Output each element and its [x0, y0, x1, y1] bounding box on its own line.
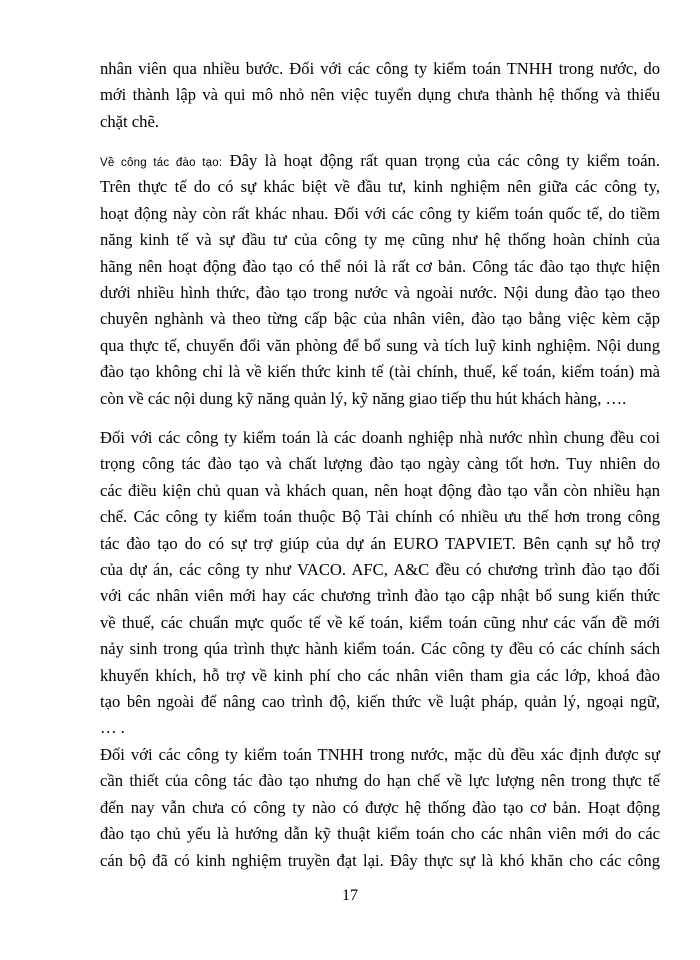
text-line: cán bộ đã có kinh nghiệm truyền đạt lại. Đây thực sự là khó khăn cho các công: [100, 850, 660, 870]
text-line: còn về các nội dung kỹ năng quản lý, kỹ năng giao tiếp thu hút khách hàng, ….: [100, 388, 627, 408]
text-line: … .: [100, 718, 125, 738]
text-line: về thuế, các chuẩn mực quốc tế về kế toán, kiểm toán cũng như các vấn đề mới: [100, 612, 660, 632]
text-line: khuyến khích, hỗ trợ về kinh phí cho các nhân viên tham gia các lớp, khoá đào: [100, 665, 660, 685]
text-line: các điều kiện chủ quan và khách quan, nên hoạt động đào tạo vẫn còn nhiều hạn: [100, 480, 660, 500]
text-line: qua thực tế, chuyển đổi văn phòng để bổ sung và tích luỹ kinh nghiệm. Nội dung: [100, 335, 660, 355]
text-line: hãng nên hoạt động đào tạo có thể nói là rất cơ bản. Công tác đào tạo thực hiện: [100, 256, 660, 276]
text-line: Trên thực tế do có sự khác biệt về đầu tư, kinh nghiệm nên giữa các công ty,: [100, 177, 660, 197]
text-line: nảy sinh trong qúa trình thực hành kiểm toán. Các công ty đều có các chính sách: [100, 639, 660, 659]
text-line: Đối với các công ty kiểm toán là các doanh nghiệp nhà nước nhìn chung đều coi: [100, 428, 660, 447]
text-line: đào tạo chủ yếu là hướng dẫn kỹ thuật kiểm toán cho các nhân viên mới do các: [100, 824, 660, 844]
text-line: cần thiết của công tác đào tạo nhưng do hạn chế về lực lượng nên trong thực tế: [100, 771, 660, 791]
paragraph-private-companies: [100, 742, 660, 874]
text-line: của dự án, các công ty như VACO. AFC, A&C đều có chương trình đào tạo đối: [100, 559, 660, 579]
text-line: đến nay vẫn chưa có công ty nào có được hệ thống đào tạo cơ bản. Hoạt động: [100, 797, 660, 817]
paragraph-state-companies: [100, 425, 660, 742]
paragraph-lead-rest: Đây là hoạt động rất quan trọng của các công ty kiểm toán.: [229, 151, 661, 170]
text-line: mới thành lập và qui mô nhỏ nên việc tuyển dụng chưa thành hệ thống và thiếu: [100, 85, 660, 105]
paragraph-lead-label: Về công tác đào tạo:: [100, 157, 223, 169]
text-line: chế. Các công ty kiểm toán thuộc Bộ Tài chính có nhiều ưu thế hơn trong công: [100, 507, 660, 527]
text-line: chặt chẽ.: [100, 111, 159, 131]
text-line: tác đào tạo do có sự trợ giúp của dự án EURO TAPVIET. Bên cạnh sự hỗ trợ: [100, 533, 660, 553]
text-line: hoạt động này còn rất khác nhau. Đối với các công ty kiểm toán quốc tế, do tiềm: [100, 203, 660, 223]
page-number: 17: [342, 887, 358, 904]
paragraph-recruitment-end: [100, 56, 660, 135]
paragraph-training: [100, 148, 660, 412]
text-line: tạo bên ngoài để nâng cao trình độ, kiến thức về luật pháp, quản lý, ngoại ngữ,: [100, 691, 660, 711]
text-line: năng kinh tế và sự đầu tư của công ty mẹ cũng như hệ thống hoàn chỉnh của: [100, 230, 660, 250]
text-line: với các nhân viên mới hay các chương trình đào tạo cập nhật bổ sung kiến thức: [100, 586, 660, 606]
text-line: dưới nhiều hình thức, đào tạo trong nước và ngoài nước. Nội dung đào tạo theo: [100, 282, 660, 302]
text-line: trọng công tác đào tạo và chất lượng đào tạo ngày càng tốt hơn. Tuy nhiên do: [100, 454, 660, 474]
text-line-first: [100, 148, 660, 174]
text-line: Đối với các công ty kiểm toán TNHH trong nước, mặc dù đều xác định được sự: [100, 745, 660, 764]
text-line: đào tạo không chỉ là về kiến thức kinh tế (tài chính, thuế, kế toán, kiểm toán) mà: [100, 362, 660, 382]
text-line: chuyên nghành và theo từng cấp bậc của nhân viên, đào tạo bằng việc kèm cặp: [100, 309, 660, 329]
text-line: nhân viên qua nhiều bước. Đối với các công ty kiểm toán TNHH trong nước, do: [100, 59, 660, 78]
